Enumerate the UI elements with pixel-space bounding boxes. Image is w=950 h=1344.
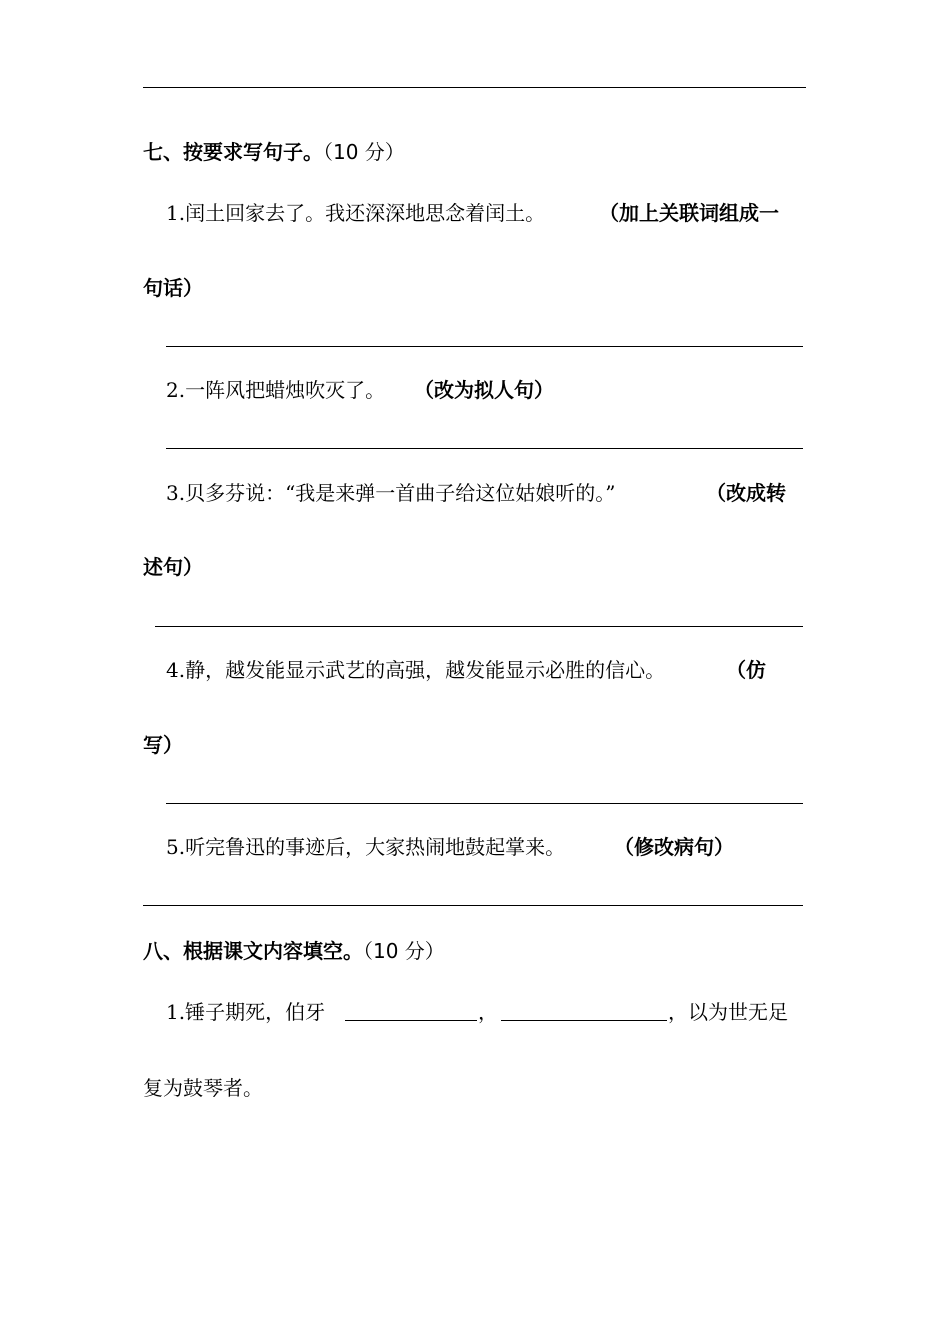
section-8-heading	[143, 939, 445, 964]
question-7-5-hint: （修改病句）	[614, 835, 734, 859]
question-7-5-text: 5.听完鲁迅的事迹后，大家热闹地鼓起掌来。	[166, 835, 566, 859]
question-7-1-hint-continued: 句话）	[143, 276, 203, 300]
top-rule	[143, 87, 806, 88]
question-7-4-hint: （仿	[726, 658, 766, 682]
section-8-title: 八、根据课文内容填空。	[143, 939, 363, 963]
question-7-1-text: 1.闰土回家去了。我还深深地思念着闰土。	[166, 201, 546, 225]
answer-line-7-2[interactable]	[166, 448, 803, 449]
question-7-3	[166, 481, 616, 506]
fill-blank-8-1-start: 1.锤子期死，伯牙	[166, 1000, 326, 1024]
question-7-3-text: 3.贝多芬说：“我是来弹一首曲子给这位姑娘听的。”	[166, 481, 616, 505]
question-7-2	[166, 378, 385, 403]
question-7-3-hint-continued: 述句）	[143, 555, 203, 579]
question-7-4	[166, 658, 665, 683]
question-7-2-text: 2.一阵风把蜡烛吹灭了。	[166, 378, 386, 402]
question-7-1-hint: （加上关联词组成一	[599, 201, 779, 225]
fill-blank-8-1-comma: ，	[478, 1000, 498, 1024]
section-7-score: （10 分）	[323, 140, 405, 164]
question-7-4-text: 4.静，越发能显示武艺的高强，越发能显示必胜的信心。	[166, 658, 666, 682]
section-7-heading	[143, 140, 405, 165]
answer-line-7-4[interactable]	[166, 803, 803, 804]
question-7-3-hint: （改成转	[706, 481, 786, 505]
question-7-4-hint-continued: 写）	[143, 733, 183, 757]
fill-blank-8-1-b[interactable]	[501, 1020, 667, 1021]
question-7-2-hint: （改为拟人句）	[414, 378, 554, 402]
section-8-score: （10 分）	[363, 939, 445, 963]
fill-blank-8-1-continued: 复为鼓琴者。	[143, 1076, 263, 1100]
answer-line-7-5[interactable]	[143, 905, 803, 906]
question-7-5	[166, 835, 565, 860]
answer-line-7-3[interactable]	[155, 626, 803, 627]
section-7-title: 七、按要求写句子。	[143, 140, 323, 164]
fill-blank-8-1-a[interactable]	[345, 1020, 477, 1021]
fill-blank-8-1-end: ，以为世无足	[668, 1000, 788, 1024]
question-7-1	[166, 201, 545, 226]
answer-line-7-1[interactable]	[166, 346, 803, 347]
